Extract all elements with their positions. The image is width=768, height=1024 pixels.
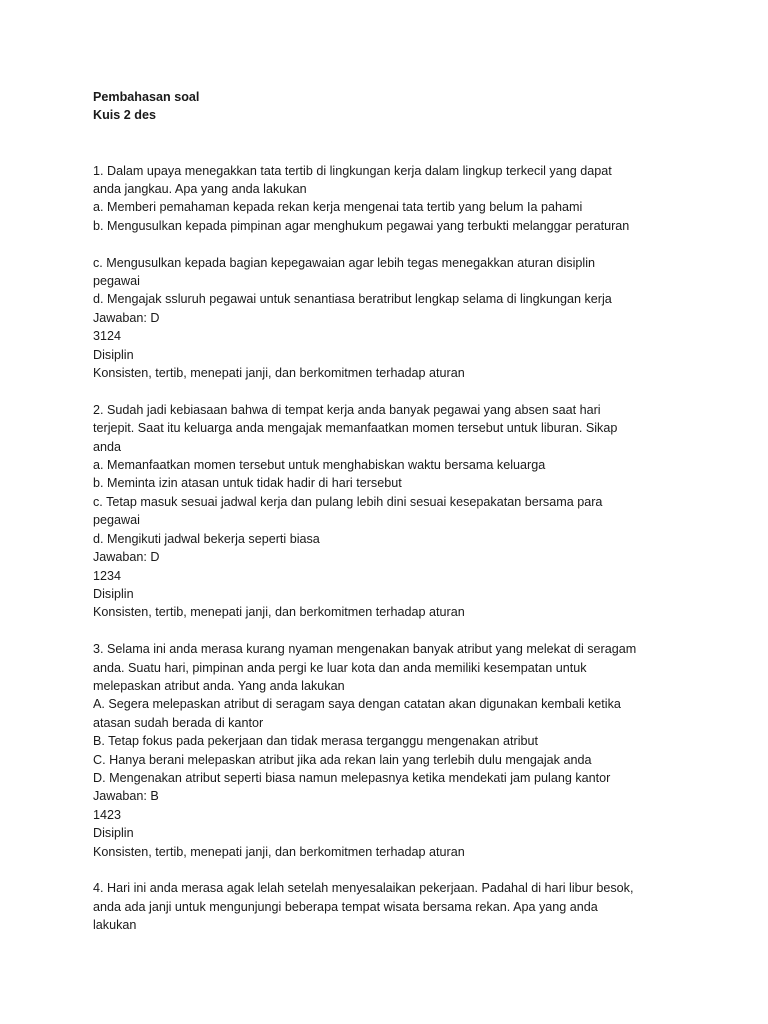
category: Disiplin (93, 347, 134, 362)
description: Konsisten, tertib, menepati janji, dan berkomitmen terhadap aturan (93, 844, 465, 859)
category: Disiplin (93, 586, 134, 601)
document-page (93, 88, 753, 935)
option-a: a. Memberi pemahaman kepada rekan kerja mengenai tata tertib yang belum Ia pahami (93, 200, 583, 215)
question-text: 3. Selama ini anda merasa kurang nyaman mengenakan banyak atribut yang melekat di seragam (93, 642, 637, 657)
category: Disiplin (93, 826, 134, 841)
score: 1423 (93, 807, 122, 822)
option-c: c. Mengusulkan kepada bagian kepegawaian agar lebih tegas menegakkan aturan disiplin (93, 255, 595, 270)
option-a-continued: atasan sudah berada di kantor (93, 715, 264, 730)
document-title: Pembahasan soal (93, 90, 200, 104)
question-text: lakukan (93, 918, 137, 933)
option-a: A. Segera melepaskan atribut di seragam saya dengan catatan akan digunakan kembali ketika (93, 697, 621, 712)
option-d: d. Mengajak ssluruh pegawai untuk senantiasa beratribut lengkap selama di lingkungan kerja (93, 292, 612, 307)
description: Konsisten, tertib, menepati janji, dan berkomitmen terhadap aturan (93, 366, 465, 381)
score: 1234 (93, 568, 122, 583)
answer: Jawaban: D (93, 310, 160, 325)
question-text: 4. Hari ini anda merasa agak lelah setelah menyesalaikan pekerjaan. Padahal di hari libur besok, (93, 881, 634, 896)
document-subtitle: Kuis 2 des (93, 108, 156, 123)
question-block-2 (93, 401, 753, 622)
question-text: 2. Sudah jadi kebiasaan bahwa di tempat kerja anda banyak pegawai yang absen saat hari (93, 402, 601, 417)
question-text: anda ada janji untuk mengunjungi beberapa tempat wisata bersama rekan. Apa yang anda (93, 899, 598, 914)
description: Konsisten, tertib, menepati janji, dan berkomitmen terhadap aturan (93, 605, 465, 620)
option-c: C. Hanya berani melepaskan atribut jika ada rekan lain yang terlebih dulu mengajak anda (93, 752, 592, 767)
question-block-4 (93, 879, 753, 934)
question-text: anda. Suatu hari, pimpinan anda pergi ke luar kota dan anda memiliki kesempatan untuk (93, 660, 587, 675)
question-text: anda jangkau. Apa yang anda lakukan (93, 182, 307, 196)
answer: Jawaban: B (93, 789, 159, 804)
option-d: D. Mengenakan atribut seperti biasa namun melepasnya ketika mendekati jam pulang kantor (93, 770, 611, 785)
question-text: anda (93, 439, 122, 454)
option-c: c. Tetap masuk sesuai jadwal kerja dan pulang lebih dini sesuai kesepakatan bersama para (93, 494, 603, 509)
option-c-continued: pegawai (93, 513, 140, 528)
question-block-3 (93, 640, 753, 861)
question-text: terjepit. Saat itu keluarga anda mengajak memanfaatkan momen tersebut untuk liburan. Sikap (93, 421, 618, 436)
question-block-1 (93, 162, 753, 383)
option-b: B. Tetap fokus pada pekerjaan dan tidak merasa terganggu mengenakan atribut (93, 734, 539, 749)
question-text: melepaskan atribut anda. Yang anda lakukan (93, 678, 345, 693)
score: 3124 (93, 329, 122, 344)
answer: Jawaban: D (93, 550, 160, 565)
question-text: 1. Dalam upaya menegakkan tata tertib di lingkungan kerja dalam lingkup terkecil yang dapat (93, 163, 612, 178)
option-c-continued: pegawai (93, 274, 140, 289)
option-d: d. Mengikuti jadwal bekerja seperti biasa (93, 531, 320, 546)
option-a: a. Memanfaatkan momen tersebut untuk menghabiskan waktu bersama keluarga (93, 458, 546, 473)
option-b: b. Mengusulkan kepada pimpinan agar menghukum pegawai yang terbukti melanggar peraturan (93, 218, 630, 233)
option-b: b. Meminta izin atasan untuk tidak hadir di hari tersebut (93, 476, 402, 491)
